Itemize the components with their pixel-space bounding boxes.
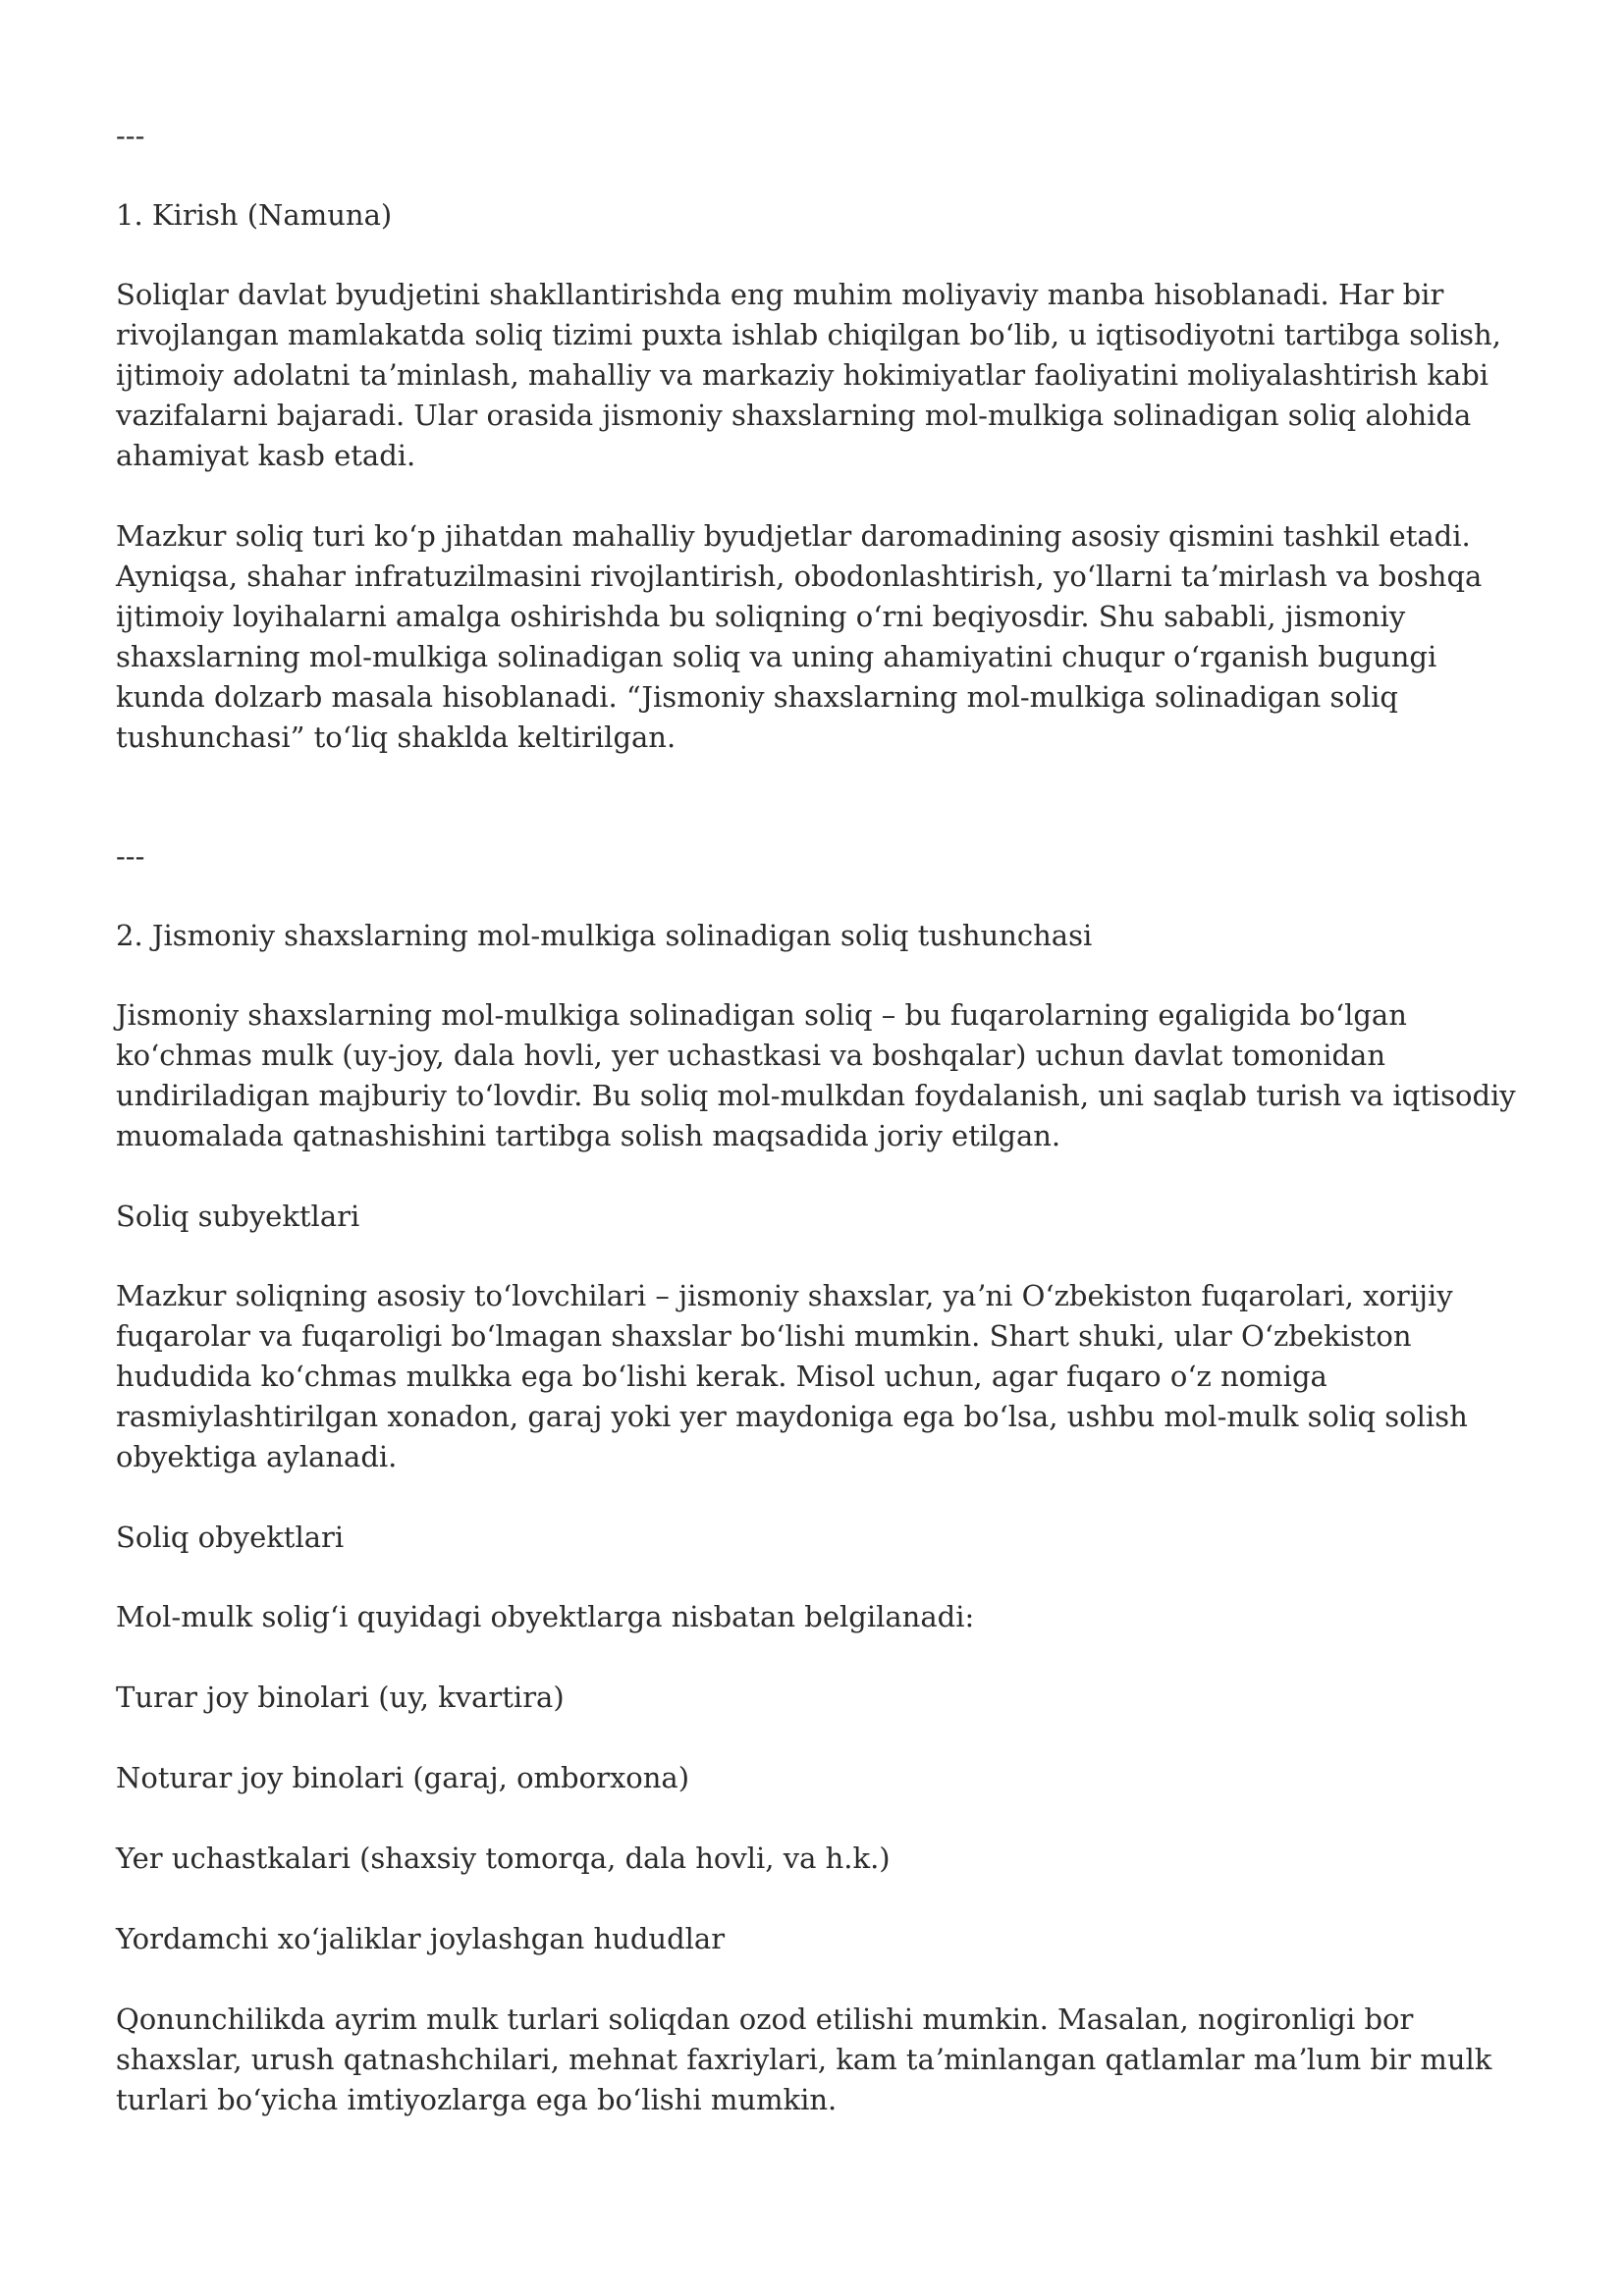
document-page: [116, 116, 1530, 2161]
list-item: Yordamchi xoʻjaliklar joylashgan hududlar: [116, 1922, 726, 1955]
section-heading: 1. Kirish (Namuna): [116, 198, 393, 232]
subsection-heading: Soliq obyektlari: [116, 1521, 345, 1554]
paragraph: Mazkur soliq turi koʻp jihatdan mahalliy byudjetlar daromadining asosiy qismini tashkil etadi. Ayniqsa, shahar infratuzilmasini rivojlantirish, obodonlashtirish, yoʻllarni taʼmirlash va boshqa ijtimoiy loyihalarni amalga oshirishda bu soliqning oʻrni beqiyosdir. Shu sababli, jismoniy shaxslarning mol-mulkiga solinadigan soliq va uning ahamiyatini chuqur oʻrganish bugungi kunda dolzarb masala hisoblanadi. “Jismoniy shaxslarning mol-mulkiga solinadigan soliq tushunchasi” toʻliq shaklda keltirilgan.: [116, 519, 1483, 754]
paragraph: Jismoniy shaxslarning mol-mulkiga solinadigan soliq – bu fuqarolarning egaligida boʻlgan koʻchmas mulk (uy-joy, dala hovli, yer uchastkasi va boshqalar) uchun davlat tomonidan undiriladigan majburiy toʻlovdir. Bu soliq mol-mulkdan foydalanish, uni saqlab turish va iqtisodiy muomalada qatnashishini tartibga solish maqsadida joriy etilgan.: [116, 998, 1516, 1152]
list-item: Turar joy binolari (uy, kvartira): [116, 1681, 565, 1714]
paragraph: Mazkur soliqning asosiy toʻlovchilari – jismoniy shaxslar, yaʼni Oʻzbekiston fuqarolari, xorijiy fuqarolar va fuqaroligi boʻlmagan shaxslar boʻlishi mumkin. Shart shuki, ular Oʻzbekiston hududida koʻchmas mulkka ega boʻlishi kerak. Misol uchun, agar fuqaro oʻz nomiga rasmiylashtirilgan xonadon, garaj yoki yer maydoniga ega boʻlsa, ushbu mol-mulk soliq solish obyektiga aylanadi.: [116, 1279, 1468, 1473]
separator: ---: [116, 119, 145, 152]
list-item: Yer uchastkalari (shaxsiy tomorqa, dala hovli, va h.k.): [116, 1842, 891, 1875]
paragraph: Mol-mulk soligʻi quyidagi obyektlarga nisbatan belgilanadi:: [116, 1600, 975, 1633]
separator: ---: [116, 839, 145, 873]
section-heading: 2. Jismoniy shaxslarning mol-mulkiga solinadigan soliq tushunchasi: [116, 919, 1093, 952]
paragraph: Soliqlar davlat byudjetini shakllantirishda eng muhim moliyaviy manba hisoblanadi. Har bir rivojlangan mamlakatda soliq tizimi puxta ishlab chiqilgan boʻlib, u iqtisodiyotni tartibga solish, ijtimoiy adolatni taʼminlash, mahalliy va markaziy hokimiyatlar faoliyatini moliyalashtirish kabi vazifalarni bajaradi. Ular orasida jismoniy shaxslarning mol-mulkiga solinadigan soliq alohida ahamiyat kasb etadi.: [116, 278, 1501, 472]
paragraph: Qonunchilikda ayrim mulk turlari soliqdan ozod etilishi mumkin. Masalan, nogironligi bor shaxslar, urush qatnashchilari, mehnat faxriylari, kam taʼminlangan qatlamlar maʼlum bir mulk turlari boʻyicha imtiyozlarga ega boʻlishi mumkin.: [116, 2002, 1492, 2116]
subsection-heading: Soliq subyektlari: [116, 1200, 360, 1233]
list-item: Noturar joy binolari (garaj, omborxona): [116, 1761, 690, 1794]
